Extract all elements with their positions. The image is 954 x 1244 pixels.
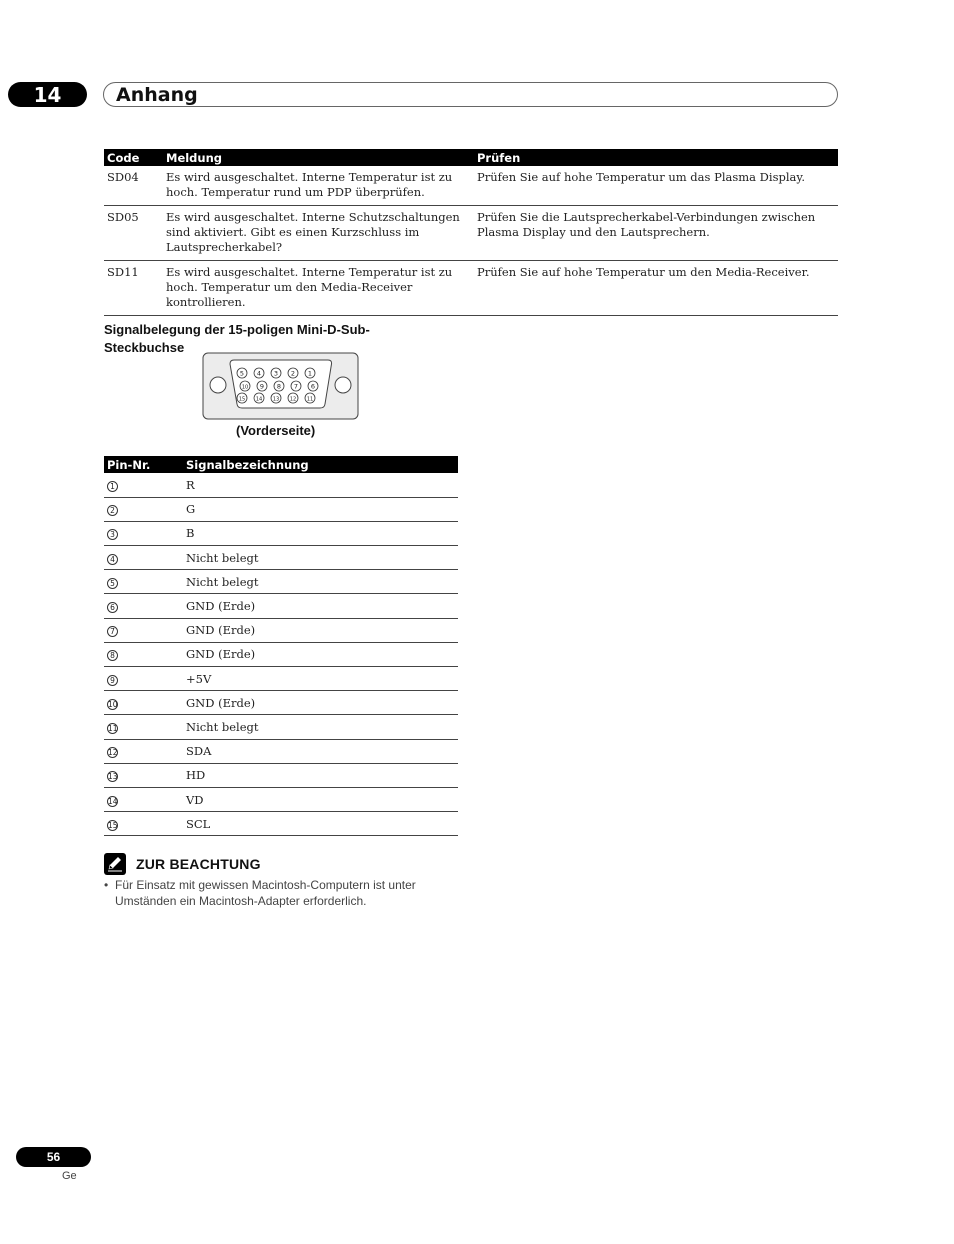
pin-label: 4	[256, 369, 262, 378]
signal-name: GND (Erde)	[183, 618, 458, 642]
pin-number: 6	[107, 602, 118, 613]
table-row	[104, 618, 458, 642]
table-row	[104, 667, 458, 691]
error-code: SD11	[104, 261, 163, 316]
signal-name: HD	[183, 763, 458, 787]
pin-number: 13	[108, 772, 118, 782]
signal-name: R	[183, 473, 458, 497]
table-row	[104, 787, 458, 811]
pin-label: 5	[239, 369, 245, 378]
signal-name: GND (Erde)	[183, 691, 458, 715]
connector-pin	[254, 393, 264, 403]
connector-pin	[308, 381, 318, 391]
chapter-title: Anhang	[116, 83, 198, 106]
pin-cell	[104, 618, 183, 642]
connector-pin	[291, 381, 301, 391]
table-row	[104, 812, 458, 836]
connector-pin	[257, 381, 267, 391]
table-header-row	[104, 456, 458, 473]
pin-number: 15	[108, 820, 118, 830]
table-row	[104, 715, 458, 739]
pin-label: 9	[259, 382, 265, 391]
list-item	[104, 877, 454, 909]
pin-cell	[104, 546, 183, 570]
error-check: Prüfen Sie auf hohe Temperatur um den Media-Receiver.	[474, 261, 838, 316]
pin-number: 9	[107, 675, 118, 686]
note-body	[104, 877, 454, 909]
note-title: ZUR BEACHTUNG	[136, 856, 261, 872]
section-heading: Signalbelegung der 15-poligen Mini-D-Sub-Steckbuchse	[104, 322, 370, 355]
pin-label: 8	[276, 382, 282, 391]
signal-name: GND (Erde)	[183, 642, 458, 666]
pin-label: 1	[307, 369, 313, 378]
pin-cell	[104, 739, 183, 763]
page-number-badge	[16, 1147, 91, 1167]
pin-label: 13	[272, 396, 280, 403]
error-message: Es wird ausgeschaltet. Interne Schutzschaltungen sind aktiviert. Gibt es einen Kurzschluss im Lautsprecherkabel?	[163, 206, 474, 261]
pin-number: 7	[107, 626, 118, 637]
connector-pin	[305, 393, 315, 403]
pin-cell	[104, 787, 183, 811]
connector-pin	[237, 368, 247, 378]
pin-cell	[104, 667, 183, 691]
pin-cell	[104, 715, 183, 739]
signal-name: Nicht belegt	[183, 715, 458, 739]
connector-pin	[274, 381, 284, 391]
column-header-message: Meldung	[163, 149, 474, 166]
error-code-table	[104, 149, 838, 316]
pin-number: 2	[107, 505, 118, 516]
connector-pin	[254, 368, 264, 378]
pin-label: 7	[293, 382, 299, 391]
error-message: Es wird ausgeschaltet. Interne Temperatur ist zu hoch. Temperatur rund um PDP überprüfen.	[163, 166, 474, 206]
table-row	[104, 497, 458, 521]
pin-cell	[104, 763, 183, 787]
signal-name: +5V	[183, 667, 458, 691]
pin-label: 12	[289, 396, 297, 403]
table-header-row	[104, 149, 838, 166]
connector-pin	[240, 381, 250, 391]
error-code: SD05	[104, 206, 163, 261]
pin-cell	[104, 691, 183, 715]
table-row	[104, 166, 838, 206]
table-row	[104, 642, 458, 666]
connector-pin	[288, 393, 298, 403]
dsub-connector-diagram	[202, 352, 359, 420]
chapter-title-bar	[103, 82, 838, 107]
error-check: Prüfen Sie die Lautsprecherkabel-Verbindungen zwischen Plasma Display und den Lautsprechern.	[474, 206, 838, 261]
language-code: Ge	[62, 1170, 77, 1182]
pin-number: 8	[107, 650, 118, 661]
pin-cell	[104, 497, 183, 521]
column-header-check: Prüfen	[474, 149, 838, 166]
pin-number: 5	[107, 578, 118, 589]
pin-label: 14	[255, 396, 263, 403]
pencil-note-icon	[104, 853, 126, 875]
pin-number: 10	[108, 699, 118, 709]
signal-name: Nicht belegt	[183, 570, 458, 594]
chapter-number: 14	[33, 82, 62, 107]
pin-number: 1	[107, 481, 118, 492]
signal-name: VD	[183, 787, 458, 811]
error-message: Es wird ausgeschaltet. Interne Temperatur ist zu hoch. Temperatur um den Media-Receiver kontrollieren.	[163, 261, 474, 316]
table-row	[104, 594, 458, 618]
table-row	[104, 546, 458, 570]
pin-cell	[104, 473, 183, 497]
connector-pin	[271, 393, 281, 403]
table-row	[104, 763, 458, 787]
pin-number: 4	[107, 554, 118, 565]
error-check: Prüfen Sie auf hohe Temperatur um das Plasma Display.	[474, 166, 838, 206]
pin-label: 10	[241, 384, 249, 391]
pin-label: 15	[238, 396, 246, 403]
pin-cell	[104, 570, 183, 594]
signal-name: Nicht belegt	[183, 546, 458, 570]
pin-cell	[104, 521, 183, 545]
connector-front-label: (Vorderseite)	[236, 423, 316, 438]
table-row	[104, 261, 838, 316]
mounting-hole-right	[335, 377, 351, 393]
column-header-code: Code	[104, 149, 163, 166]
signal-name: GND (Erde)	[183, 594, 458, 618]
table-row	[104, 691, 458, 715]
pin-assignment-table	[104, 456, 458, 836]
column-header-signal: Signalbezeichnung	[183, 456, 458, 473]
pin-number: 12	[108, 748, 118, 758]
connector-pin	[288, 368, 298, 378]
page-number: 56	[46, 1150, 61, 1164]
pin-number: 3	[107, 529, 118, 540]
pin-cell	[104, 812, 183, 836]
table-row	[104, 570, 458, 594]
pin-label: 11	[306, 396, 314, 403]
table-row	[104, 473, 458, 497]
table-row	[104, 521, 458, 545]
signal-name: SCL	[183, 812, 458, 836]
connector-pin	[305, 368, 315, 378]
signal-name: G	[183, 497, 458, 521]
mounting-hole-left	[210, 377, 226, 393]
note-text: Für Einsatz mit gewissen Macintosh-Computern ist unter Umständen ein Macintosh-Adapter erforderlich.	[115, 878, 416, 908]
pin-cell	[104, 642, 183, 666]
pin-number: 11	[108, 723, 118, 733]
table-row	[104, 206, 838, 261]
column-header-pin: Pin-Nr.	[104, 456, 183, 473]
chapter-number-badge	[8, 82, 87, 107]
connector-pin	[271, 368, 281, 378]
bullet: •	[104, 878, 109, 892]
signal-name: B	[183, 521, 458, 545]
error-code: SD04	[104, 166, 163, 206]
connector-pin	[237, 393, 247, 403]
pin-label: 6	[310, 382, 316, 391]
signal-name: SDA	[183, 739, 458, 763]
pin-cell	[104, 594, 183, 618]
table-row	[104, 739, 458, 763]
pin-number: 14	[108, 796, 118, 806]
pin-label: 3	[273, 369, 279, 378]
pin-label: 2	[290, 369, 296, 378]
